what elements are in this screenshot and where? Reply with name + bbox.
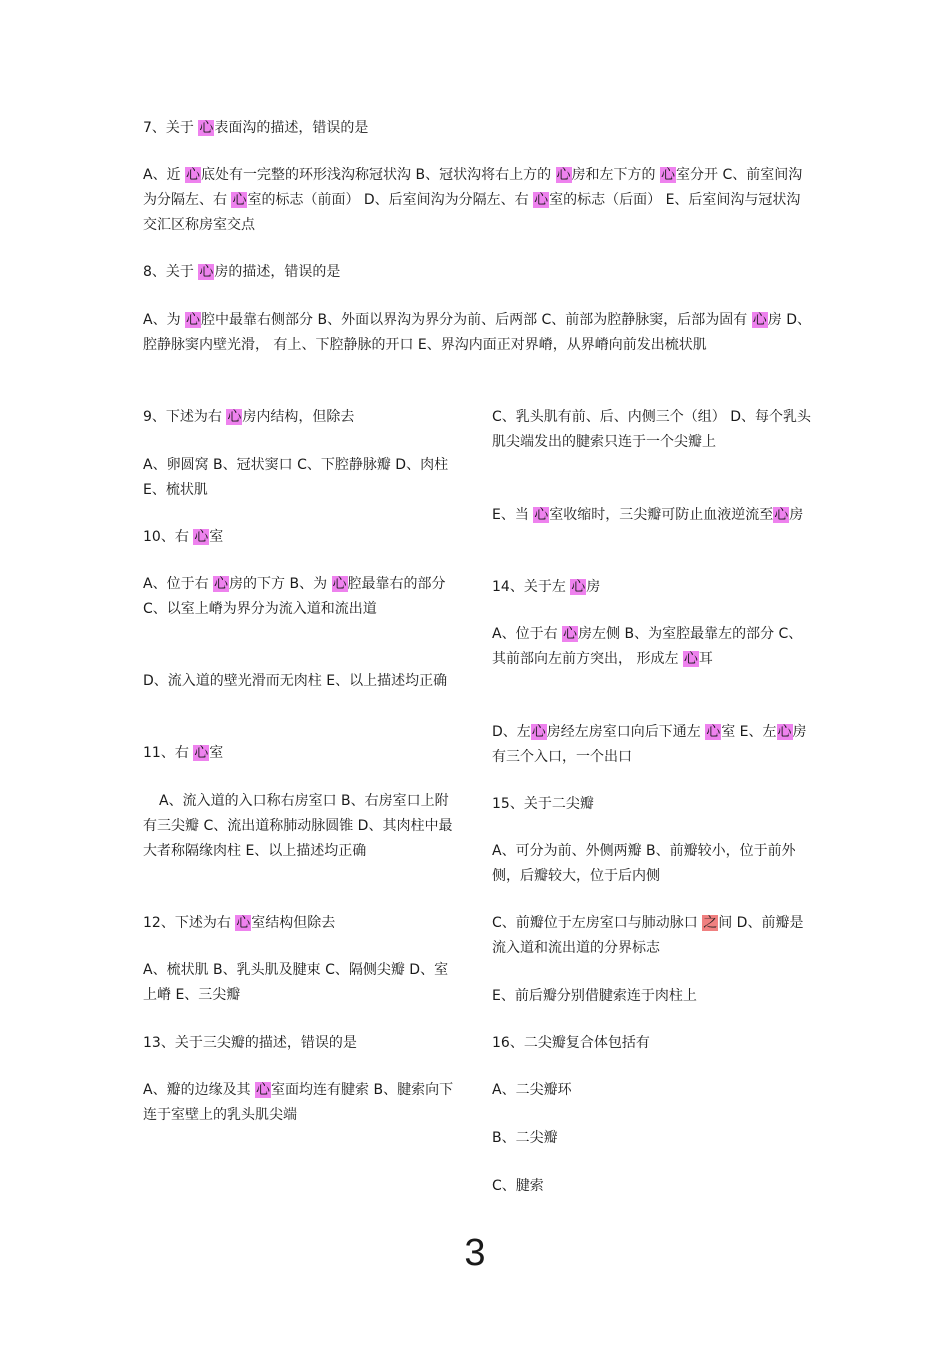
highlight-mark: 心 [571, 579, 586, 595]
question-11-options: A、流入道的入口称右房室口 B、右房室口上附有三尖瓣 C、流出道称肺动脉圆锥 D、其肉柱中最大者称隔缘肉柱 E、以上描述均正确 [143, 793, 453, 859]
highlight-mark: 心 [683, 651, 698, 667]
highlight-mark: 心 [186, 312, 201, 328]
highlight-mark: 心 [194, 529, 209, 545]
question-16-option-b: B、二尖瓣 [492, 1130, 558, 1146]
highlight-mark: 心 [777, 724, 792, 740]
question-14-options-d-e: D、左心房经左房室口向后下通左 心室 E、左心房有三个入口，一个出口 [492, 724, 807, 765]
highlight-mark: 心 [199, 120, 214, 136]
highlight-mark: 心 [256, 1082, 271, 1098]
question-8-stem: 8、关于 心房的描述，错误的是 [143, 264, 341, 280]
highlight-mark: 心 [774, 507, 789, 523]
highlight-mark: 心 [194, 745, 209, 761]
highlight-mark: 心 [534, 192, 549, 208]
question-13-stem: 13、关于三尖瓣的描述，错误的是 [143, 1035, 357, 1051]
highlight-mark: 心 [232, 192, 247, 208]
question-15-options-a-b: A、可分为前、外侧两瓣 B、前瓣较小，位于前外侧，后瓣较大，位于后内侧 [492, 843, 796, 884]
highlight-mark: 心 [332, 576, 347, 592]
question-9-stem: 9、下述为右 心房内结构，但除去 [143, 409, 355, 425]
question-15-stem: 15、关于二尖瓣 [492, 796, 594, 812]
question-12-stem: 12、下述为右 心室结构但除去 [143, 915, 336, 931]
question-7-options: A、近 心底处有一完整的环形浅沟称冠状沟 B、冠状沟将右上方的 心房和左下方的 心室分开 C、前室间沟为分隔左、右 心室的标志（前面） D、后室间沟为分隔左、右 心室的标志（后面） E、后室间沟与冠状沟交汇区称房室交点 [143, 167, 803, 233]
highlight-mark: 心 [661, 167, 675, 183]
question-10-options-a-c: A、位于右 心房的下方 B、为 心腔最靠右的部分 C、以室上嵴为界分为流入道和流出道 [143, 576, 446, 617]
page-number: 3 [464, 1232, 486, 1274]
highlight-mark: 心 [214, 576, 229, 592]
highlight-mark: 心 [531, 724, 546, 740]
question-16-option-c: C、腱索 [492, 1178, 544, 1194]
highlight-mark: 心 [752, 312, 767, 328]
question-16-option-a: A、二尖瓣环 [492, 1082, 572, 1098]
question-16-stem: 16、二尖瓣复合体包括有 [492, 1035, 650, 1051]
question-9-options: A、卵圆窝 B、冠状窦口 C、下腔静脉瓣 D、肉柱 E、梳状肌 [143, 457, 449, 498]
question-13-options-a-b: A、瓣的边缘及其 心室面均连有腱索 B、腱索向下连于室壁上的乳头肌尖端 [143, 1082, 454, 1123]
question-13-options-c-d: C、乳头肌有前、后、内侧三个（组） D、每个乳头肌尖端发出的腱索只连于一个尖瓣上 [492, 409, 812, 450]
question-15-options-c-d: C、前瓣位于左房室口与肺动脉口 之间 D、前瓣是流入道和流出道的分界标志 [492, 915, 804, 956]
question-14-stem: 14、关于左 心房 [492, 579, 601, 595]
question-14-options-a-c: A、位于右 心房左侧 B、为室腔最靠左的部分 C、其前部向左前方突出， 形成左 心耳 [492, 626, 803, 667]
question-10-stem: 10、右 心室 [143, 529, 224, 545]
highlight-mark: 心 [706, 724, 721, 740]
question-11-stem: 11、右 心室 [143, 745, 224, 761]
question-13-options-e: E、当 心室收缩时，三尖瓣可防止血液逆流至心房 [492, 507, 804, 523]
highlight-mark: 心 [534, 507, 549, 523]
highlight-mark: 之 [703, 915, 718, 931]
question-15-options-e: E、前后瓣分别借腱索连于肉柱上 [492, 988, 697, 1004]
highlight-mark: 心 [236, 915, 251, 931]
question-7-stem: 7、关于 心表面沟的描述，错误的是 [143, 120, 369, 136]
highlight-mark: 心 [199, 264, 214, 280]
highlight-mark: 心 [556, 167, 571, 183]
question-8-options: A、为 心腔中最靠右侧部分 B、外面以界沟为界分为前、后两部 C、前部为腔静脉窦，后部为固有 心房 D、腔静脉窦内壁光滑， 有上、下腔静脉的开口 E、界沟内面正对界嵴，从界嵴向前发出梳状肌 [143, 312, 811, 353]
question-10-options-d-e: D、流入道的壁光滑而无肉柱 E、以上描述均正确 [143, 673, 448, 689]
question-12-options: A、梳状肌 B、乳头肌及腱束 C、隔侧尖瓣 D、室上嵴 E、三尖瓣 [143, 962, 449, 1003]
highlight-mark: 心 [227, 409, 242, 425]
highlight-mark: 心 [563, 626, 578, 642]
highlight-mark: 心 [186, 167, 201, 183]
